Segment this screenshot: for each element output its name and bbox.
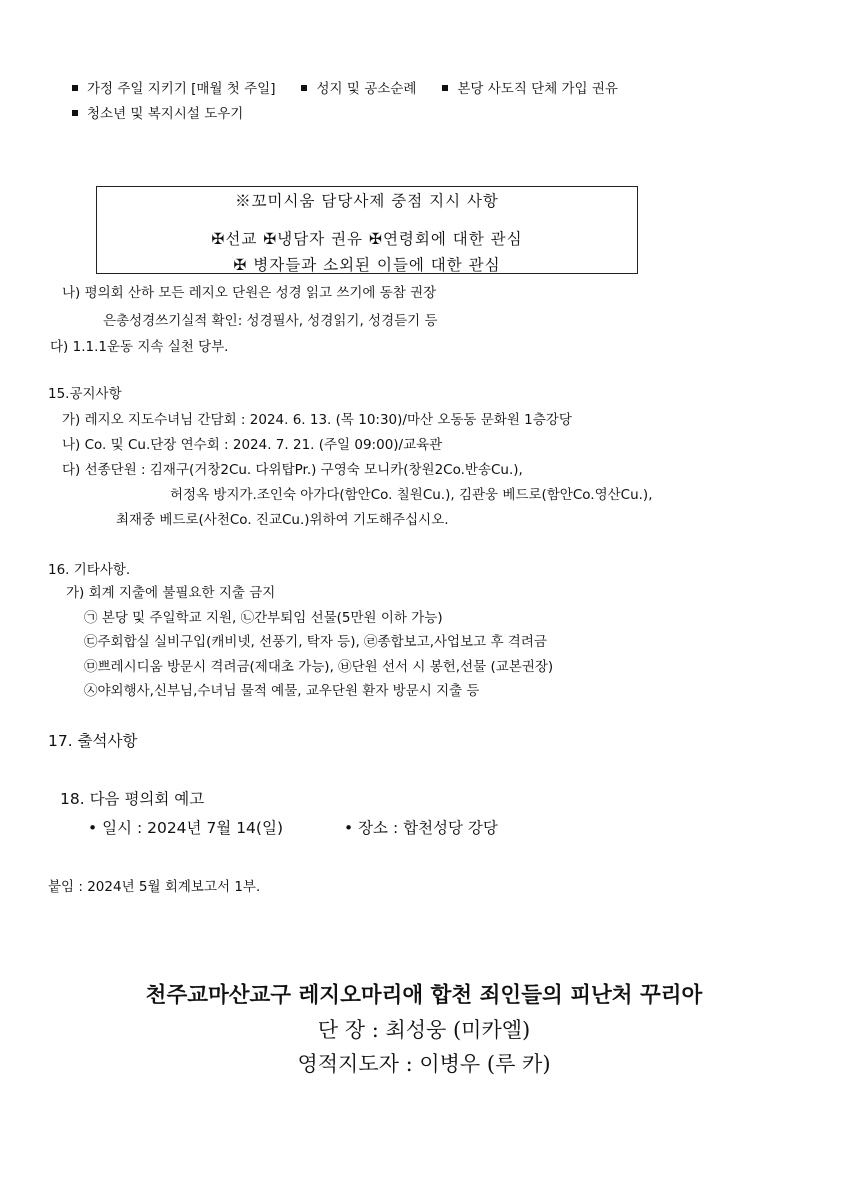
leader-line: 단 장 : 최성웅 (미카엘) [317,1018,531,1042]
activity-row-1 [72,80,618,98]
attachment-note: 붙임 : 2024년 5월 회계보고서 1부. [48,879,261,895]
priest-instructions-box [96,186,638,274]
organization-name: 천주교마산교구 레지오마리애 합천 죄인들의 피난처 꾸리아 [145,983,703,1008]
sec15-item-na: 나) Co. 및 Cu.단장 연수회 : 2024. 7. 21. (주일 09:00)/교육관 [62,437,443,453]
activity-item: 본당 사도직 단체 가입 권유 [457,81,618,97]
square-bullet-icon [72,110,78,116]
square-bullet-icon [442,85,448,91]
sec16-line-2: ㉢주회합실 실비구입(캐비넷, 선풍기, 탁자 등), ㉣종합보고,사업보고 후 격려금 [84,634,547,650]
activity-item: 가정 주일 지키기 [매월 첫 주일] [87,81,276,97]
sec15-item-da-cont-2: 최재중 베드로(사천Co. 진교Cu.)위하여 기도해주십시오. [116,512,449,528]
sec15-item-da-cont-1: 허정옥 방지가.조인숙 아가다(함안Co. 칠원Cu.), 김관웅 베드로(함안Co.영산Cu.), [170,487,653,503]
item-da: 다) 1.1.1운동 지속 실천 당부. [50,339,229,355]
sec16-item-ga: 가) 회계 지출에 불필요한 지출 금지 [66,585,276,601]
sec16-line-3: ㉤쁘레시디움 방문시 격려금(제대초 가능), ㉥단원 선서 시 봉헌,선물 (교본권장) [84,659,554,675]
activity-item: 청소년 및 복지시설 도우기 [87,106,244,122]
sec15-item-da: 다) 선종단원 : 김재구(거창2Cu. 다위탑Pr.) 구영숙 모니카(창원2Co.반송Cu.), [62,462,523,478]
notice-line-2: ✠ 병자들과 소외된 이들에 대한 관심 [233,256,501,274]
activity-item: 성지 및 공소순례 [316,81,417,97]
spiritual-director-line: 영적지도자 : 이병우 (루 카) [297,1052,551,1076]
section-15-heading: 15.공지사항 [48,386,122,402]
sec16-line-4: ㉦야외행사,신부님,수녀님 물적 예물, 교우단원 환자 방문시 지출 등 [84,683,480,699]
next-meeting-place: • 장소 : 합천성당 강당 [344,819,498,837]
section-17-heading: 17. 출석사항 [48,732,138,750]
square-bullet-icon [301,85,307,91]
next-meeting-date: • 일시 : 2024년 7월 14(일) [88,819,283,837]
activity-row-2 [72,105,243,123]
notice-title: ※꼬미시움 담당사제 중점 지시 사항 [235,192,499,210]
notice-line-1: ✠선교 ✠냉담자 권유 ✠연령회에 대한 관심 [211,230,523,248]
item-na-sub: 은총성경쓰기실적 확인: 성경필사, 성경읽기, 성경듣기 등 [103,313,438,329]
section-18-heading: 18. 다음 평의회 예고 [60,790,205,808]
item-na: 나) 평의회 산하 모든 레지오 단원은 성경 읽고 쓰기에 동참 권장 [62,285,437,301]
square-bullet-icon [72,85,78,91]
sec16-line-1: ㉠ 본당 및 주일학교 지원, ㉡간부퇴임 선물(5만원 이하 가능) [84,610,443,626]
section-16-heading: 16. 기타사항. [48,562,131,578]
sec15-item-ga: 가) 레지오 지도수녀님 간담회 : 2024. 6. 13. (목 10:30)/마산 오동동 문화원 1층강당 [62,412,572,428]
